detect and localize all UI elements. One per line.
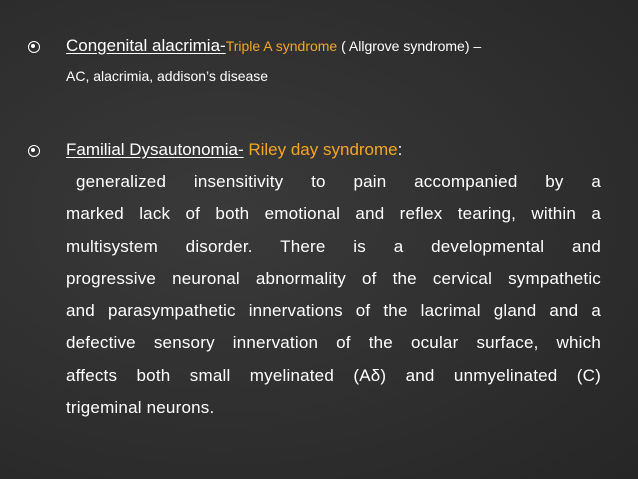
circle-bullet-icon [28, 145, 40, 157]
bullet-1-linked: Triple A syndrome [225, 38, 338, 54]
bullet-2-line-1 [66, 140, 402, 160]
paragraph-line: multisystem disorder. There is a developmental and [66, 236, 601, 256]
bullet-2-rest: : [397, 140, 403, 159]
bullet-1-line-2-text: AC, alacrimia, addison’s disease [66, 68, 269, 84]
paragraph-line: defective sensory innervation of the ocular surface, which [66, 333, 601, 353]
paragraph-line: affects both small myelinated (Aδ) and unmyelinated (C) [66, 365, 601, 385]
paragraph-line: progressive neuronal abnormality of the cervical sympathetic [66, 268, 601, 288]
paragraph-line: trigeminal neurons. [66, 398, 215, 418]
bullet-1-term: Congenital alacrimia- [66, 36, 226, 55]
bullet-2-term: Familial Dysautonomia- [66, 140, 244, 159]
paragraph-line: generalized insensitivity to pain accompanied by a [76, 172, 601, 191]
bullet-1-line-1 [66, 36, 481, 56]
paragraph-line: and parasympathetic innervations of the lacrimal gland and a [66, 301, 601, 321]
bullet-1-rest: ( Allgrove syndrome) – [337, 38, 482, 54]
circle-bullet-icon [28, 41, 40, 53]
paragraph-line: marked lack of both emotional and reflex tearing, within a [66, 204, 601, 224]
bullet-2-paragraph [66, 166, 601, 424]
bullet-1-line-2 [66, 68, 268, 84]
bullet-2-linked: Riley day syndrome [243, 140, 398, 159]
